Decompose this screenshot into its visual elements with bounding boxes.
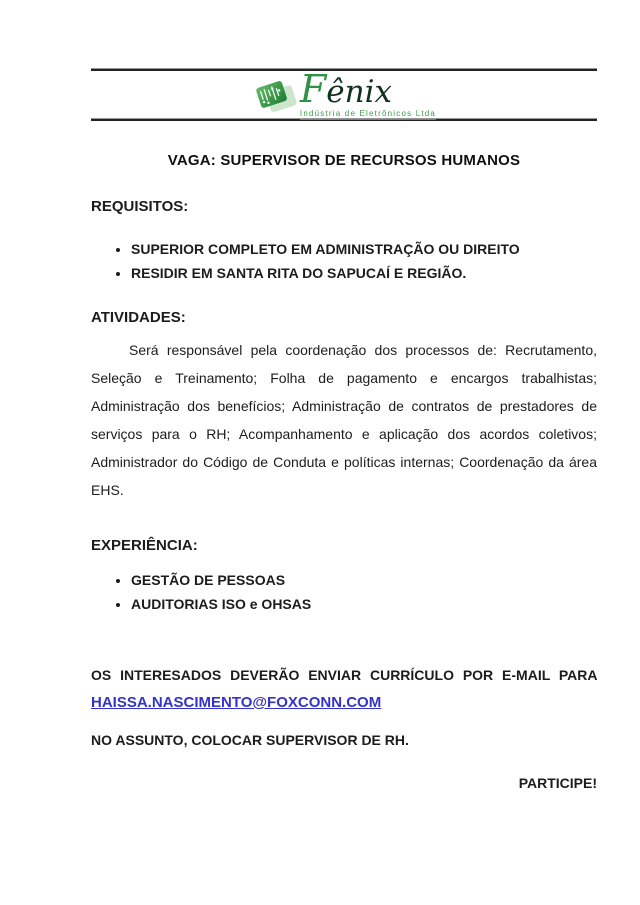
page-title: VAGA: SUPERVISOR DE RECURSOS HUMANOS — [167, 152, 521, 169]
closing-text: PARTICIPE! — [518, 775, 597, 791]
brand-initial: F — [299, 66, 327, 111]
brand-name — [299, 66, 436, 111]
email-link[interactable]: HAISSA.NASCIMENTO@FOXCONN.COM — [91, 694, 382, 711]
subject-instruction: NO ASSUNTO, COLOCAR SUPERVISOR DE RH. — [91, 732, 409, 748]
brand-tagline: Indústria de Eletrônicos Ltda — [299, 108, 437, 118]
contact-instruction — [91, 662, 597, 716]
brand-rest: ênix — [326, 73, 392, 110]
list-item: • RESIDIR EM SANTA RITA DO SAPUCAÍ E REGIÃO. — [131, 261, 597, 285]
letterhead — [0, 68, 640, 121]
circuit-board-icon — [252, 72, 300, 118]
logo-text-block — [299, 66, 437, 120]
heading-requisitos: REQUISITOS: — [91, 198, 189, 215]
list-item: • SUPERIOR COMPLETO EM ADMINISTRAÇÃO OU DIREITO — [131, 237, 597, 261]
company-logo — [91, 66, 597, 118]
requisitos-list — [91, 237, 597, 285]
heading-experiencia: EXPERIÊNCIA: — [91, 537, 198, 554]
heading-atividades: ATIVIDADES: — [91, 309, 186, 326]
experiencia-list — [91, 568, 597, 616]
list-item: • AUDITORIAS ISO e OHSAS — [131, 592, 597, 616]
contact-instruction-text: OS INTERESADOS DEVERÃO ENVIAR CURRÍCULO POR E-MAIL PARA — [91, 667, 597, 683]
list-item: • GESTÃO DE PESSOAS — [131, 568, 597, 592]
atividades-paragraph: Será responsável pela coordenação dos processos de: Recrutamento, Seleção e Treinamento; Folha de pagamento e encargos trabalhistas; Administração dos benefícios; Administração de contratos de prestadores de serviços para o RH; Acompanhamento e aplicação dos acordos coletivos; Administrador do Código de Conduta e políticas internas; Coordenação da área EHS. — [91, 342, 597, 498]
document-body — [91, 152, 597, 791]
